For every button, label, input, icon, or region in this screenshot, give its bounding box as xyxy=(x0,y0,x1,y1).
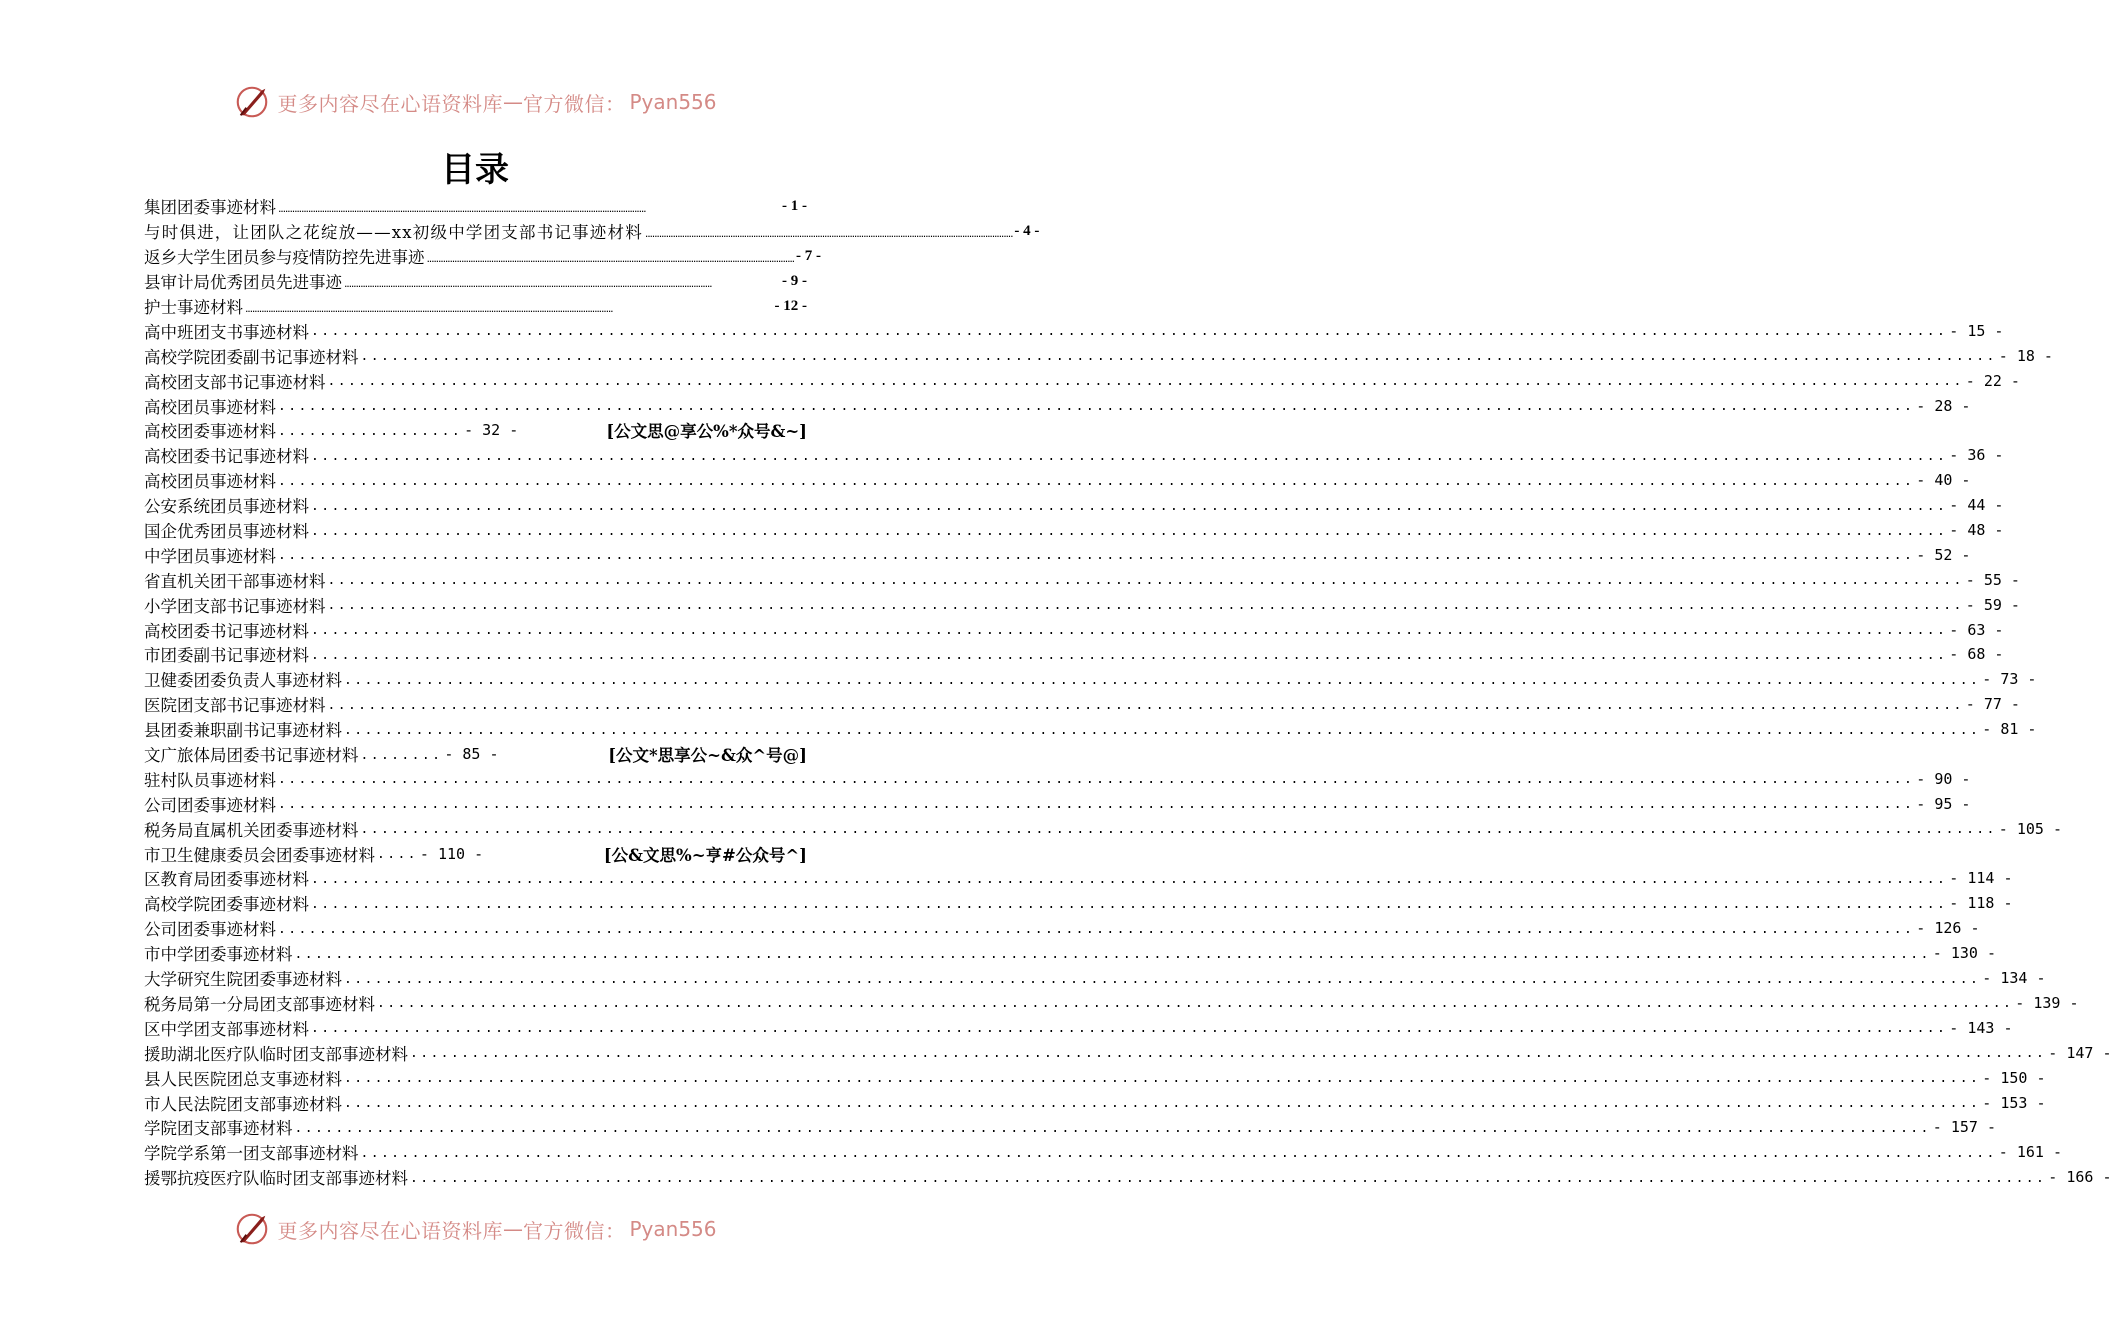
toc-leader-dots: ................................................................................................................................................................ xyxy=(278,399,1915,415)
toc-entry[interactable] xyxy=(144,468,1971,493)
toc-entry-title: 高校学院团委副书记事迹材料 xyxy=(144,347,359,367)
toc-entry[interactable] xyxy=(144,717,2037,742)
footer-banner xyxy=(0,1207,950,1251)
toc-page-number: - 110 - xyxy=(419,844,484,863)
watermark-note: [公文*思享公~&众^号@] xyxy=(608,746,807,766)
toc-entry-title: 高校团委事迹材料 xyxy=(144,422,276,442)
toc-page-number: - 7 - xyxy=(795,247,821,264)
toc-entry-title: 高校团支部书记事迹材料 xyxy=(144,372,326,392)
banner-label: 官方微信： xyxy=(522,91,626,116)
toc-page-number: - 18 - xyxy=(1998,346,2053,365)
toc-entry-title: 援鄂抗疫医疗队临时团支部事迹材料 xyxy=(144,1169,408,1189)
toc-entry-title: 小学团支部书记事迹材料 xyxy=(144,596,326,616)
toc-leader-dots: ................................................................................................................................................................ xyxy=(311,498,1948,514)
toc-entry[interactable] xyxy=(144,567,2020,592)
toc-page-number: - 139 - xyxy=(2015,993,2079,1012)
toc-leader-dots: .................. xyxy=(278,423,463,439)
toc-entry[interactable] xyxy=(144,891,2013,916)
toc-entry-title: 学院学系第一团支部事迹材料 xyxy=(144,1144,359,1164)
toc-page-number: - 126 - xyxy=(1916,919,1980,938)
toc-page-number: - 150 - xyxy=(1982,1068,2046,1087)
toc-page-number: - 161 - xyxy=(1998,1143,2062,1162)
banner-account: Pyan556 xyxy=(629,90,717,114)
toc-entry[interactable] xyxy=(144,667,2037,692)
toc-leader-dots: .... xyxy=(377,847,418,863)
toc-leader-dots: ................................................................................................................................................................ xyxy=(360,349,1997,365)
toc-page-number: - 9 - xyxy=(782,272,807,289)
toc-page-number: - 73 - xyxy=(1982,670,2037,689)
toc-page-number: - 81 - xyxy=(1982,720,2037,739)
toc-page-number: - 153 - xyxy=(1982,1093,2046,1112)
toc-leader-dots: ................................................................................................................................................................ xyxy=(278,548,1915,564)
toc-leader-dots: ................................................................................................................................................................ xyxy=(311,871,1948,887)
toc-entry[interactable] xyxy=(144,1065,2046,1090)
toc-page-number: - 15 - xyxy=(1949,321,2004,340)
quill-logo-icon xyxy=(233,1210,271,1248)
watermark-note: [公文思@享公%*众号&~] xyxy=(606,422,807,442)
toc-leader-dots: ................................................................................................................................................................ xyxy=(311,647,1948,663)
toc-entry-title: 税务局直属机关团委事迹材料 xyxy=(144,820,359,840)
toc-leader-dots: ................................................................................................................................................................ xyxy=(311,324,1948,340)
toc-page-number: - 114 - xyxy=(1949,869,2013,888)
page-title: 目录 xyxy=(441,150,509,190)
toc-entry[interactable] xyxy=(144,294,807,319)
toc-entry[interactable] xyxy=(144,692,2020,717)
toc-entry[interactable] xyxy=(144,443,2004,468)
toc-page-number: - 52 - xyxy=(1916,545,1971,564)
banner-text: 更多内容尽在心语资料库 xyxy=(277,1218,503,1243)
toc-leader-dots: ................................................................................................................................................................ xyxy=(410,1046,2047,1062)
watermark-note: [公&文思%~亨#公众号^] xyxy=(603,845,807,865)
toc-entry[interactable] xyxy=(144,766,1971,791)
toc-entry-title: 市人民法院团支部事迹材料 xyxy=(144,1094,342,1114)
toc-entry-title: 国企优秀团员事迹材料 xyxy=(144,522,309,542)
header-banner xyxy=(0,80,950,124)
toc-leader-dots: ................................................................................................................................................................ xyxy=(360,822,1997,838)
toc-page-number: - 166 - xyxy=(2048,1168,2111,1187)
toc-entry-title: 公司团委事迹材料 xyxy=(144,795,276,815)
toc-entry-title: 省直机关团干部事迹材料 xyxy=(144,571,326,591)
toc-entry[interactable] xyxy=(144,542,1971,567)
toc-leader-dots: ................................................................................................................................................................ xyxy=(644,226,1013,240)
toc-leader-dots: ................................................................................................................................................................ xyxy=(327,374,1964,390)
toc-entry[interactable] xyxy=(144,269,807,294)
toc-leader-dots: ................................................................................................................................................................ xyxy=(426,251,794,265)
toc-entry-title: 文广旅体局团委书记事迹材料 xyxy=(144,746,359,766)
toc-entry-title: 护士事迹材料 xyxy=(144,298,243,317)
toc-entry[interactable] xyxy=(144,966,2046,991)
toc-page-number: - 22 - xyxy=(1965,371,2020,390)
toc-leader-dots: ................................................................................................................................................................ xyxy=(294,946,1931,962)
toc-entry[interactable] xyxy=(144,393,1971,418)
toc-entry[interactable] xyxy=(144,1040,2111,1065)
toc-leader-dots: ................................................................................................................................................................ xyxy=(294,1120,1931,1136)
quill-logo-icon xyxy=(233,83,271,121)
toc-entry-title: 税务局第一分局团支部事迹材料 xyxy=(144,994,375,1014)
toc-entry[interactable] xyxy=(144,343,2053,368)
toc-leader-dots: ................................................................................................................................................................ xyxy=(344,971,1981,987)
toc-entry-title: 高中班团支书事迹材料 xyxy=(144,322,309,342)
toc-page-number: - 130 - xyxy=(1932,944,1996,963)
toc-leader-dots: ................................................................................................................................................................ xyxy=(327,598,1964,614)
toc-entry[interactable] xyxy=(144,642,2004,667)
toc-entry-title: 公安系统团员事迹材料 xyxy=(144,497,309,517)
toc-leader-dots: ................................................................................................................................................................ xyxy=(360,1145,1997,1161)
toc-entry-title: 市中学团委事迹材料 xyxy=(144,945,293,965)
toc-leader-dots: ................................................................................................................................................................ xyxy=(327,697,1964,713)
banner-separator: — xyxy=(502,1217,523,1241)
toc-page-number: - 48 - xyxy=(1949,521,2004,540)
toc-entry[interactable] xyxy=(144,592,2020,617)
toc-entry-title: 县人民医院团总支事迹材料 xyxy=(144,1069,342,1089)
toc-entry-title: 县团委兼职副书记事迹材料 xyxy=(144,721,342,741)
toc-page-number: - 1 - xyxy=(782,197,807,214)
toc-entry[interactable] xyxy=(144,742,807,767)
toc-leader-dots: ................................................................................................................................................................ xyxy=(344,672,1981,688)
banner-separator: — xyxy=(502,90,523,114)
banner-label: 官方微信： xyxy=(522,1218,626,1243)
toc-entry[interactable] xyxy=(144,418,807,443)
toc-entry[interactable] xyxy=(144,1165,2111,1190)
toc-entry[interactable] xyxy=(144,791,1971,816)
toc-page-number: - 63 - xyxy=(1949,620,2004,639)
toc-entry[interactable] xyxy=(144,617,2004,642)
toc-page-number: - 143 - xyxy=(1949,1018,2013,1037)
toc-leader-dots: ................................................................................................................................................................ xyxy=(344,276,712,290)
toc-leader-dots: ................................................................................................................................................................ xyxy=(245,301,613,315)
toc-entry-title: 与时俱进，让团队之花绽放——xx初级中学团支部书记事迹材料 xyxy=(144,223,643,243)
toc-entry-title: 高校学院团委事迹材料 xyxy=(144,895,309,915)
toc-entry-title: 市卫生健康委员会团委事迹材料 xyxy=(144,845,375,865)
toc-entry-title: 卫健委团委负责人事迹材料 xyxy=(144,671,342,691)
toc-entry[interactable] xyxy=(144,1090,2046,1115)
toc-entry[interactable] xyxy=(144,841,807,866)
toc-entry[interactable] xyxy=(144,991,2079,1016)
toc-leader-dots: ................................................................................................................................................................ xyxy=(311,448,1948,464)
toc-leader-dots: ................................................................................................................................................................ xyxy=(410,1170,2047,1186)
toc-leader-dots: ................................................................................................................................................................ xyxy=(278,201,646,215)
toc-leader-dots: ................................................................................................................................................................ xyxy=(344,722,1981,738)
toc-entry-title: 大学研究生院团委事迹材料 xyxy=(144,970,342,990)
toc-leader-dots: ................................................................................................................................................................ xyxy=(311,523,1948,539)
toc-entry[interactable] xyxy=(144,1140,2062,1165)
toc-entry[interactable] xyxy=(144,244,821,269)
toc-leader-dots: ................................................................................................................................................................ xyxy=(311,1021,1948,1037)
toc-entry-title: 高校团员事迹材料 xyxy=(144,472,276,492)
toc-entry[interactable] xyxy=(144,493,2004,518)
banner-text: 更多内容尽在心语资料库 xyxy=(277,91,503,116)
toc-page-number: - 118 - xyxy=(1949,894,2013,913)
toc-leader-dots: ................................................................................................................................................................ xyxy=(278,772,1915,788)
toc-entry-title: 县审计局优秀团员先进事迹 xyxy=(144,273,342,293)
toc-page-number: - 68 - xyxy=(1949,645,2004,664)
toc-leader-dots: ................................................................................................................................................................ xyxy=(344,1096,1981,1111)
toc-entry[interactable] xyxy=(144,219,1040,244)
toc-entry-title: 高校团员事迹材料 xyxy=(144,397,276,417)
toc-leader-dots: ................................................................................................................................................................ xyxy=(377,996,2014,1012)
toc-entry-title: 区中学团支部事迹材料 xyxy=(144,1019,309,1039)
toc-entry[interactable] xyxy=(144,941,1996,966)
toc-page-number: - 32 - xyxy=(464,421,519,440)
toc-entry-title: 高校团委书记事迹材料 xyxy=(144,621,309,641)
toc-entry[interactable] xyxy=(144,1115,1996,1140)
toc-entry-title: 集团团委事迹材料 xyxy=(144,198,276,218)
toc-leader-dots: ................................................................................................................................................................ xyxy=(278,473,1915,489)
toc-entry[interactable] xyxy=(144,518,2004,543)
toc-page-number: - 28 - xyxy=(1916,396,1971,415)
toc-entry-title: 医院团支部书记事迹材料 xyxy=(144,696,326,716)
toc-page-number: - 105 - xyxy=(1998,819,2062,838)
toc-leader-dots: ................................................................................................................................................................ xyxy=(327,573,1964,589)
toc-leader-dots: ................................................................................................................................................................ xyxy=(344,1071,1981,1087)
toc-entry[interactable] xyxy=(144,866,2013,891)
toc-page-number: - 55 - xyxy=(1965,570,2020,589)
toc-entry-title: 援助湖北医疗队临时团支部事迹材料 xyxy=(144,1044,408,1064)
toc-page-number: - 4 - xyxy=(1014,222,1040,239)
toc-entry-title: 返乡大学生团员参与疫情防控先进事迹 xyxy=(144,248,425,268)
toc-leader-dots: ................................................................................................................................................................ xyxy=(311,896,1948,912)
toc-entry[interactable] xyxy=(144,1015,2013,1040)
toc-page-number: - 147 - xyxy=(2048,1043,2111,1062)
toc-leader-dots: ................................................................................................................................................................ xyxy=(278,921,1915,937)
toc-entry-title: 市团委副书记事迹材料 xyxy=(144,646,309,666)
toc-page-number: - 95 - xyxy=(1916,794,1971,813)
toc-entry-title: 公司团委事迹材料 xyxy=(144,920,276,940)
toc-entry-title: 区教育局团委事迹材料 xyxy=(144,870,309,890)
toc-page-number: - 157 - xyxy=(1932,1118,1996,1137)
toc-entry[interactable] xyxy=(144,194,807,219)
toc-page-number: - 12 - xyxy=(774,297,807,314)
toc-entry-title: 学院团支部事迹材料 xyxy=(144,1119,293,1139)
toc-entry[interactable] xyxy=(144,368,2020,393)
toc-entry-title: 高校团委书记事迹材料 xyxy=(144,447,309,467)
toc-entry[interactable] xyxy=(144,816,2062,841)
toc-page-number: - 36 - xyxy=(1949,446,2004,465)
banner-account: Pyan556 xyxy=(629,1217,717,1241)
toc-leader-dots: ................................................................................................................................................................ xyxy=(278,797,1915,813)
toc-page-number: - 134 - xyxy=(1982,969,2046,988)
table-of-contents xyxy=(144,194,2111,1190)
toc-entry[interactable] xyxy=(144,916,1980,941)
toc-page-number: - 85 - xyxy=(444,745,499,764)
toc-leader-dots: ................................................................................................................................................................ xyxy=(311,623,1948,639)
toc-entry-title: 驻村队员事迹材料 xyxy=(144,770,276,790)
toc-page-number: - 77 - xyxy=(1965,695,2020,714)
toc-page-number: - 44 - xyxy=(1949,496,2004,515)
toc-entry-title: 中学团员事迹材料 xyxy=(144,546,276,566)
toc-page-number: - 59 - xyxy=(1965,595,2020,614)
toc-page-number: - 40 - xyxy=(1916,471,1971,490)
toc-entry[interactable] xyxy=(144,318,2004,343)
toc-page-number: - 90 - xyxy=(1916,769,1971,788)
toc-leader-dots: ........ xyxy=(360,747,443,763)
